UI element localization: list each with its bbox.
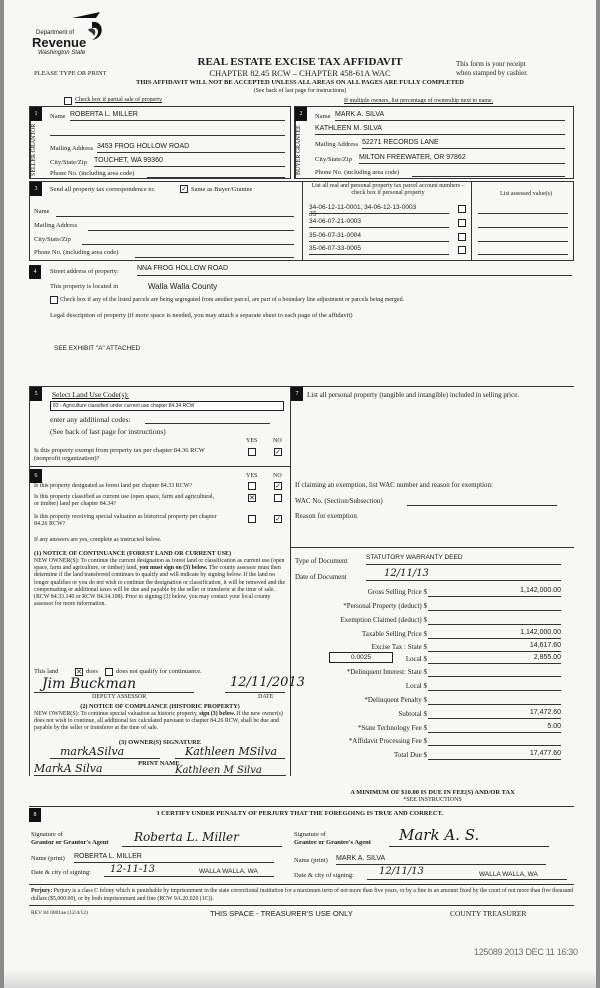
owner-signature-1: markASilva [60, 745, 125, 758]
wac-field[interactable] [407, 497, 557, 506]
corr-name-label: Name [34, 208, 50, 215]
perjury-bold: Perjury: [31, 888, 53, 894]
exemption-divider [291, 547, 574, 548]
section-divider-5-6 [30, 466, 290, 467]
buyer-city-field[interactable]: MILTON FREEWATER, OR 97862 [359, 154, 565, 164]
same-as-buyer-label: Same as Buyer/Grantee [191, 186, 253, 193]
buyer-side-label: BUYER GRANTEE [295, 121, 309, 179]
grantee-name-field[interactable]: MARK A. SILVA [336, 855, 546, 865]
parcel-personal-checkbox-4[interactable] [458, 246, 466, 254]
yes-header-5: YES [246, 438, 258, 444]
owner-signature-line-1[interactable] [50, 745, 160, 759]
deputy-date-label: DATE [258, 694, 274, 700]
partial-sale-checkbox[interactable] [64, 97, 72, 105]
print-name-2: Kathleen M Silva [175, 765, 262, 776]
tax-value-delinq-local[interactable] [428, 681, 561, 691]
personal-property-label: List all personal property (tangible and intangible) included in selling price. [307, 391, 520, 399]
owner-signature-line-2[interactable] [175, 745, 285, 759]
section-number-2: 2 [295, 107, 307, 121]
logo-revenue: Revenue [32, 35, 87, 50]
current-use-question: Is this property classified as current use (open space, farm and agricultural, or timber) land per chapter 84.34? [34, 494, 215, 507]
additional-codes-field[interactable] [145, 415, 270, 424]
tax-value-subtotal[interactable]: 17,472.60 [428, 709, 561, 719]
assessed-value-2[interactable] [478, 226, 568, 228]
cashier-stamp: 125089 2013 DEC 11 16:30 [474, 947, 578, 957]
seller-phone-field[interactable] [147, 168, 285, 178]
tax-label-delinq-state: *Delinquent Interest: State $ [346, 668, 427, 676]
tax-label-personal: *Personal Property (deduct) $ [343, 602, 427, 610]
additional-codes-label: enter any additional codes: [50, 415, 131, 424]
section-number-8: 8 [29, 808, 41, 822]
logo-state: Washington State [38, 50, 86, 56]
tax-value-excise-local[interactable]: 2,855.00 [428, 654, 561, 664]
corr-address-field[interactable] [88, 222, 294, 231]
street-label: Street address of property: [50, 268, 119, 275]
no-header-5: NO [273, 438, 282, 444]
tax-value-taxable[interactable]: 1,142,000.00 [428, 629, 561, 639]
deputy-assessor-label: DEPUTY ASSESSOR [92, 694, 147, 700]
seller-name-field[interactable]: ROBERTA L. MILLER [70, 111, 285, 121]
current-use-yes-checkbox[interactable]: ✕ [249, 494, 255, 502]
located-label: This property is located in [50, 283, 119, 290]
corr-phone-label: Phone No. (including area code) [34, 249, 119, 256]
segregated-checkbox[interactable] [50, 296, 58, 304]
corr-address-label: Mailing Address [34, 222, 78, 229]
forest-yes-checkbox[interactable] [248, 482, 256, 490]
tax-label-excise-local: Local $ [405, 655, 427, 663]
tax-label-total: Total Due $ [394, 751, 427, 759]
see-back-note: (See back of last page for instructions) [253, 88, 347, 94]
land-use-select[interactable]: 83 - Agriculture classified under current use chapter 84.34 RCW [50, 401, 284, 411]
form-subtitle: CHAPTER 82.45 RCW – CHAPTER 458-61A WAC [209, 68, 391, 78]
forest-question: Is this property designated as forest land per chapter 84.33 RCW? [34, 483, 193, 489]
print-name-line[interactable] [34, 763, 286, 776]
print-name-label: PRINT NAME [138, 760, 180, 767]
parcel-personal-checkbox-2[interactable] [458, 219, 466, 227]
right-column-sections [291, 386, 574, 776]
no-header-6: NO [273, 473, 282, 479]
buyer-name-field[interactable]: MARK A. SILVA [335, 111, 565, 121]
receipt-note-2: when stamped by cashier. [456, 69, 528, 77]
parcel-correction-mark: 35 [309, 211, 317, 218]
doc-date-label: Date of Document [295, 573, 347, 581]
grantee-date-label: Date & city of signing: [294, 872, 354, 879]
continuance-does-checkbox[interactable]: ✕ [76, 668, 82, 676]
segregated-label: Check box if any of the listed parcels are being segregated from another parcel, are part of a boundary line adjustment or parcels being merged. [60, 297, 405, 303]
buyer-phone-label: Phone No. (including area code) [315, 169, 400, 176]
scan-shadow-bottom [4, 970, 596, 988]
exempt-yes-checkbox[interactable] [248, 448, 256, 456]
grantee-city: WALLA WALLA, WA [479, 871, 538, 878]
tax-value-tech-fee[interactable]: 5.00 [428, 723, 561, 733]
forest-no-checkbox[interactable]: ✓ [275, 482, 281, 490]
correspondence-label: Send all property tax correspondence to: [50, 186, 156, 193]
local-rate-box[interactable]: 0.0025 [329, 652, 393, 663]
land-use-label: Select Land Use Code(s): [52, 390, 129, 399]
parcel-row-3[interactable]: 35-06-07-31-0004 [309, 232, 449, 242]
legal-description-field[interactable]: SEE EXHIBIT "A" ATTACHED [54, 345, 141, 352]
grantor-sig-label-2: Grantor or Grantor's Agent [31, 839, 109, 846]
certification-statement: I CERTIFY UNDER PENALTY OF PERJURY THAT THE FOREGOING IS TRUE AND CORRECT. [156, 810, 443, 817]
notice-continuance-title: (1) NOTICE OF CONTINUANCE (FOREST LAND OR CURRENT USE) [34, 550, 232, 557]
section-number-1: 1 [30, 107, 42, 121]
parcels-column [302, 182, 472, 260]
correspondence-section [29, 181, 574, 261]
legal-description-label: Legal description of property (if more space is needed, you may attach a separate sheet to each page of the affidavit) [50, 312, 353, 319]
partial-sale-label: Check box if partial sale of property [75, 97, 162, 103]
section-number-5: 5 [30, 387, 42, 401]
tax-label-gross: Gross Selling Price $ [367, 588, 427, 596]
deputy-signature-line[interactable] [34, 681, 194, 693]
doc-date-field[interactable]: 12/11/13 [366, 568, 561, 581]
tax-value-total[interactable]: 17,477.60 [428, 750, 561, 760]
yes-header-6: YES [246, 473, 258, 479]
grantor-date-label: Date & city of signing: [31, 869, 91, 876]
section-number-4: 4 [29, 265, 41, 279]
corr-name-field[interactable] [56, 208, 294, 217]
parcel-personal-checkbox-1[interactable] [458, 205, 466, 213]
same-as-buyer-checkbox[interactable]: ✓ [181, 185, 187, 193]
seller-name2-field[interactable] [50, 126, 285, 136]
left-column-sections [29, 386, 305, 776]
minimum-due-note: A MINIMUM OF $10.00 IS DUE IN FEE(S) AND/OR TAX [350, 789, 515, 796]
tax-value-personal[interactable] [428, 601, 561, 611]
parcel-row-4[interactable]: 35-06-07-33-0005 [309, 245, 449, 255]
seller-phone-label: Phone No. (including area code) [50, 170, 135, 177]
notice-compliance-bold: sign (3) below. [199, 711, 236, 717]
notice-continuance-bold: you must sign on (3) below. [139, 565, 208, 572]
notice-compliance-text-a: NEW OWNER(S): To continue special valuation as historic property, [34, 711, 198, 717]
reason-label: Reason for exemption [295, 512, 357, 520]
deputy-assessor-signature: Jim Buckman [42, 676, 137, 692]
tax-value-excise-state[interactable]: 14,617.60 [428, 642, 561, 652]
parcels-header: List all real and personal property tax parcel account numbers – check box if personal property [311, 183, 465, 196]
assessed-value-3[interactable] [478, 240, 568, 242]
street-field[interactable]: NNA FROG HOLLOW ROAD [137, 265, 572, 276]
see-instructions-note: *SEE INSTRUCTIONS [403, 797, 462, 803]
tax-label-subtotal: Subtotal $ [398, 710, 427, 718]
buyer-name-label: Name [315, 113, 331, 120]
county-field[interactable]: Walla Walla County [148, 282, 218, 291]
notice-compliance-title: (2) NOTICE OF COMPLIANCE (HISTORIC PROPERTY) [80, 703, 240, 710]
seller-address-field[interactable]: 3453 FROG HOLLOW ROAD [97, 143, 285, 153]
grantee-signature-line[interactable] [389, 835, 549, 847]
county-treasurer: COUNTY TREASURER [450, 909, 527, 918]
owner-signature-title: (3) OWNER(S) SIGNATURE [118, 739, 202, 746]
continuance-doesnot-label: does not qualify for continuance. [116, 668, 202, 675]
deputy-date-line[interactable] [225, 681, 285, 693]
tax-label-tech-fee: *State Technology Fee $ [357, 724, 427, 732]
exempt-question: Is this property exempt from property tax per chapter 84.36 RCW (nonprofit organization)? [34, 447, 205, 462]
seller-side-label: SELLER GRANTOR [30, 121, 44, 179]
seller-address-label: Mailing Address [50, 145, 94, 152]
continuance-doesnot-checkbox[interactable] [105, 668, 113, 676]
current-use-no-checkbox[interactable] [274, 494, 282, 502]
exempt-no-checkbox[interactable]: ✓ [275, 448, 281, 456]
assessed-header: List assessed value(s) [500, 191, 552, 197]
buyer-phone-field[interactable] [412, 167, 565, 177]
section-number-6: 6 [30, 469, 42, 483]
print-name-1: MarkA Silva [34, 762, 103, 775]
tax-value-processing-fee[interactable] [428, 736, 561, 746]
continuance-does-label: does [86, 668, 98, 675]
tax-value-delinq-state[interactable] [428, 667, 561, 677]
historic-yes-checkbox[interactable] [248, 515, 256, 523]
parcel-row-2[interactable]: 34-06-07-21-0003 [309, 218, 449, 228]
please-type: PLEASE TYPE OR PRINT [34, 70, 107, 77]
corr-city-label: City/State/Zip [34, 236, 71, 243]
affidavit-page [4, 0, 596, 988]
form-title: REAL ESTATE EXCISE TAX AFFIDAVIT [197, 56, 403, 68]
footer-divider [29, 905, 574, 906]
notice-continuance-text-a: NEW OWNER(S): To continue the current designation as forest land or classification as current use (open space, farm and agriculture, or timber) land, [34, 558, 285, 572]
seller-section [29, 106, 291, 179]
buyer-city-label: City/State/Zip [315, 156, 352, 163]
grantor-name-field[interactable]: ROBERTA L. MILLER [74, 853, 274, 863]
grantor-name-label: Name (print) [31, 855, 65, 862]
tax-label-delinq-penalty: *Delinquent Penalty $ [364, 696, 427, 704]
notice-compliance-body [34, 711, 288, 731]
certification-divider [29, 806, 574, 807]
wac-label: WAC No. (Section/Subsection) [295, 497, 383, 505]
tax-value-exemption[interactable] [428, 615, 561, 625]
buyer-name2-field[interactable]: KATHLEEN M. SILVA [315, 125, 565, 135]
grantor-sig-label-1: Signature of [31, 831, 63, 838]
doc-type-label: Type of Document [295, 557, 348, 565]
treasurer-use-only: THIS SPACE - TREASURER'S USE ONLY [210, 909, 353, 918]
grantor-signature-line[interactable] [122, 835, 282, 847]
grantee-name-label: Name (print) [294, 857, 328, 864]
receipt-note-1: This form is your receipt [456, 60, 526, 68]
corr-city-field[interactable] [82, 236, 294, 245]
grantor-date: 12-11-13 [110, 864, 155, 875]
parcel-row-1[interactable]: 34-06-12-11-0001, 34-06-12-13-0003 [309, 204, 449, 214]
if-yes-note: If any answers are yes, complete as instructed below. [34, 537, 162, 543]
section-number-7: 7 [291, 387, 303, 401]
tax-label-delinq-local: Local $ [405, 682, 427, 690]
perjury-text: Perjury is a class C felony which is punishable by imprisonment in the state correctional institution for a maximum term of not more than five years, or by a fine in an amount fixed by the court of not more than five thousand dollars ($5,000.00), or by both imprisonment and fine (RCW 9A.20.020 (1C)). [31, 888, 574, 902]
corr-phone-field[interactable] [135, 249, 294, 258]
assessed-value-4[interactable] [478, 253, 568, 255]
seller-name-label: Name [50, 113, 66, 120]
tax-label-processing-fee: *Affidavit Processing Fee $ [348, 737, 427, 745]
form-id: REV 84 0001ae (12/4/12) [31, 910, 88, 916]
seller-city-field[interactable]: TOUCHET, WA 99360 [94, 157, 285, 167]
doc-type-field[interactable]: STATUTORY WARRANTY DEED [366, 554, 561, 565]
grantee-sig-label-2: Grantee or Grantee's Agent [294, 839, 371, 846]
dor-logo [32, 8, 112, 60]
owner-signature-2: Kathleen MSilva [185, 745, 278, 758]
tax-label-excise-state: Excise Tax : State $ [371, 643, 427, 651]
personal-property-field[interactable] [307, 413, 562, 473]
buyer-address-label: Mailing Address [315, 141, 359, 148]
section-number-3: 3 [30, 182, 42, 196]
tax-value-delinq-penalty[interactable] [428, 695, 561, 705]
perjury-divider [29, 884, 574, 885]
logo-dept: Department of [36, 30, 75, 36]
historic-question: Is this property receiving special valuation as historical property per chapter 84.26 RCW? [34, 514, 217, 527]
tax-label-taxable: Taxable Selling Price $ [361, 630, 427, 638]
continuance-this-land: This land [34, 668, 59, 675]
tax-value-gross[interactable]: 1,142,000.00 [428, 587, 561, 597]
buyer-address-field[interactable]: 52271 RECORDS LANE [362, 139, 565, 149]
land-use-see-back: (See back of last page for instructions) [50, 427, 166, 436]
parcel-personal-checkbox-3[interactable] [458, 233, 466, 241]
perjury-notice [31, 887, 574, 903]
notice-continuance-text-b: The county assessor must then determine if the land transferred continues to qualify and will indicate by signing below. If the land no longer qualifies or you do not wish to continue the designation or classification, it will be removed and the compensating or additional taxes will be due and payable by the seller or transferor at the time of sale. (RCW 84.33.140 or RCW 84.34.108). Prior to signing (3) below, you may contact your local county assessor for more information. [34, 565, 286, 608]
grantee-signature: Mark A. S. [399, 826, 480, 844]
notice-continuance-body [34, 558, 288, 608]
grantee-sig-label-1: Signature of [294, 831, 326, 838]
notice-compliance-text-b: If the new owner(s) does not wish to continue, all additional tax calculated pursuant to chapter 84.26 RCW, shall be due and payable by the seller or transferor at the time of sale. [34, 711, 283, 731]
tax-label-exemption: Exemption Claimed (deduct) $ [340, 616, 427, 624]
assessed-value-1[interactable] [478, 212, 568, 214]
multiple-owners-note: If multiple owners, list percentage of ownership next to name. [344, 98, 494, 104]
seller-city-label: City/State/Zip [50, 159, 87, 166]
grantor-city: WALLA WALLA, WA [199, 868, 258, 875]
buyer-section [294, 106, 574, 179]
historic-no-checkbox[interactable]: ✓ [275, 515, 281, 523]
grantor-signature: Roberta L. Miller [134, 830, 239, 844]
completion-warning: THIS AFFIDAVIT WILL NOT BE ACCEPTED UNLESS ALL AREAS ON ALL PAGES ARE FULLY COMPLETED [136, 79, 464, 86]
grantee-date: 12/11/13 [379, 866, 424, 877]
deputy-date: 12/11/2013 [230, 675, 305, 690]
exemption-label: If claiming an exemption, list WAC number and reason for exemption: [295, 481, 493, 489]
